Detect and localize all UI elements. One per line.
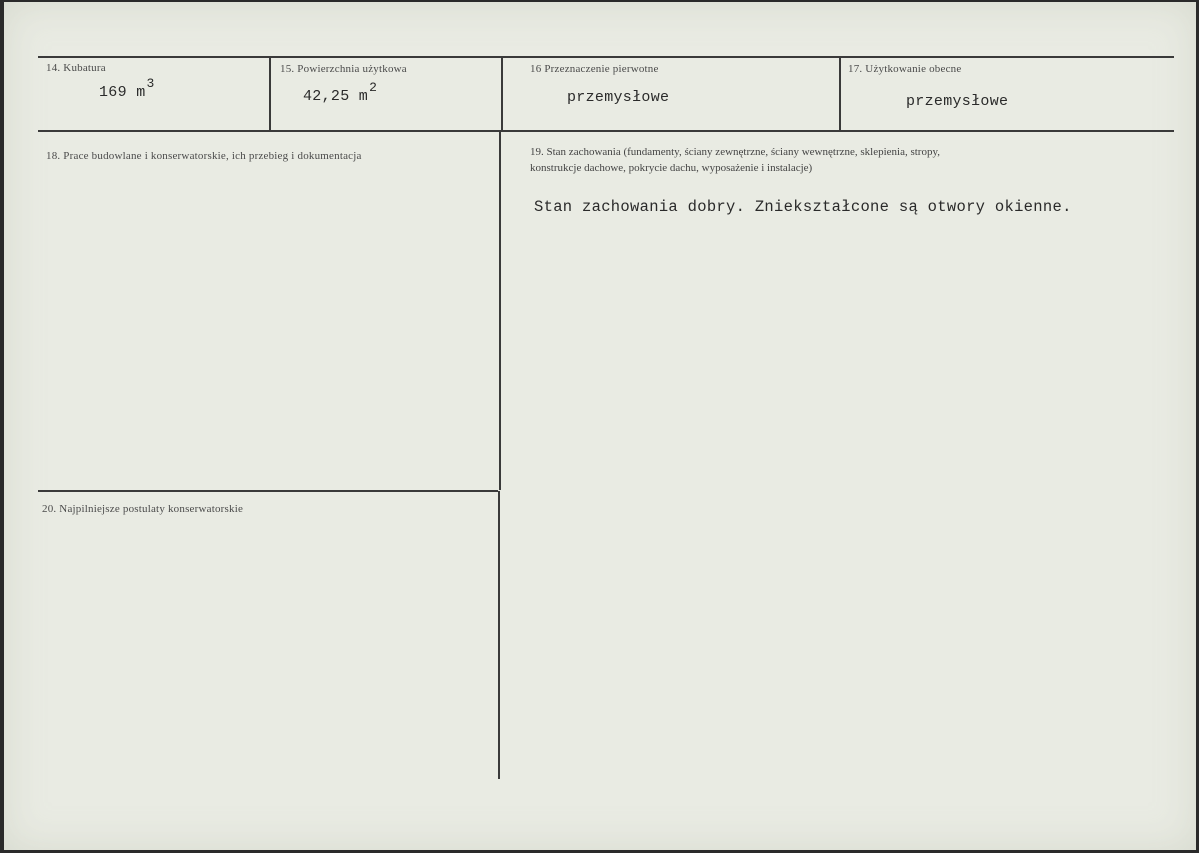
field-17-label: 17. Użytkowanie obecne <box>848 63 962 75</box>
powierzchnia-exponent: 2 <box>369 80 378 95</box>
field-19-label <box>530 144 1090 176</box>
field-19-label-line1: 19. Stan zachowania (fundamenty, ściany zewnętrzne, ściany wewnętrzne, sklepienia, stropy, <box>530 146 941 158</box>
divider-16-17 <box>839 57 841 131</box>
divider-left-right-mid <box>499 197 501 490</box>
divider-14-15 <box>269 57 271 131</box>
divider-15-16 <box>501 57 503 131</box>
field-15-value <box>303 80 378 105</box>
record-card <box>4 2 1196 850</box>
divider-left-right-bottom <box>498 491 500 779</box>
field-15-label: 15. Powierzchnia użytkowa <box>280 63 407 75</box>
kubatura-value: 169 m <box>99 84 146 101</box>
field-14-value <box>99 76 155 101</box>
row18-bottom-line <box>38 490 498 492</box>
field-18-label: 18. Prace budowlane i konserwatorskie, ich przebieg i dokumentacja <box>46 150 362 162</box>
field-17-value: przemysłowe <box>906 93 1009 110</box>
divider-left-right-top <box>499 131 501 197</box>
field-19-label-line2: konstrukcje dachowe, pokrycie dachu, wyposażenie i instalacje) <box>530 162 813 174</box>
field-16-value: przemysłowe <box>567 89 670 106</box>
field-19-value: Stan zachowania dobry. Zniekształcone są otwory okienne. <box>534 198 1072 216</box>
field-20-label: 20. Najpilniejsze postulaty konserwatorskie <box>42 503 244 515</box>
field-16-label: 16 Przeznaczenie pierwotne <box>530 63 659 75</box>
field-14-label: 14. Kubatura <box>46 62 106 74</box>
row1-bottom-line <box>38 130 1174 132</box>
kubatura-exponent: 3 <box>146 76 155 91</box>
powierzchnia-value: 42,25 m <box>303 88 369 105</box>
top-border-line <box>38 56 1174 58</box>
